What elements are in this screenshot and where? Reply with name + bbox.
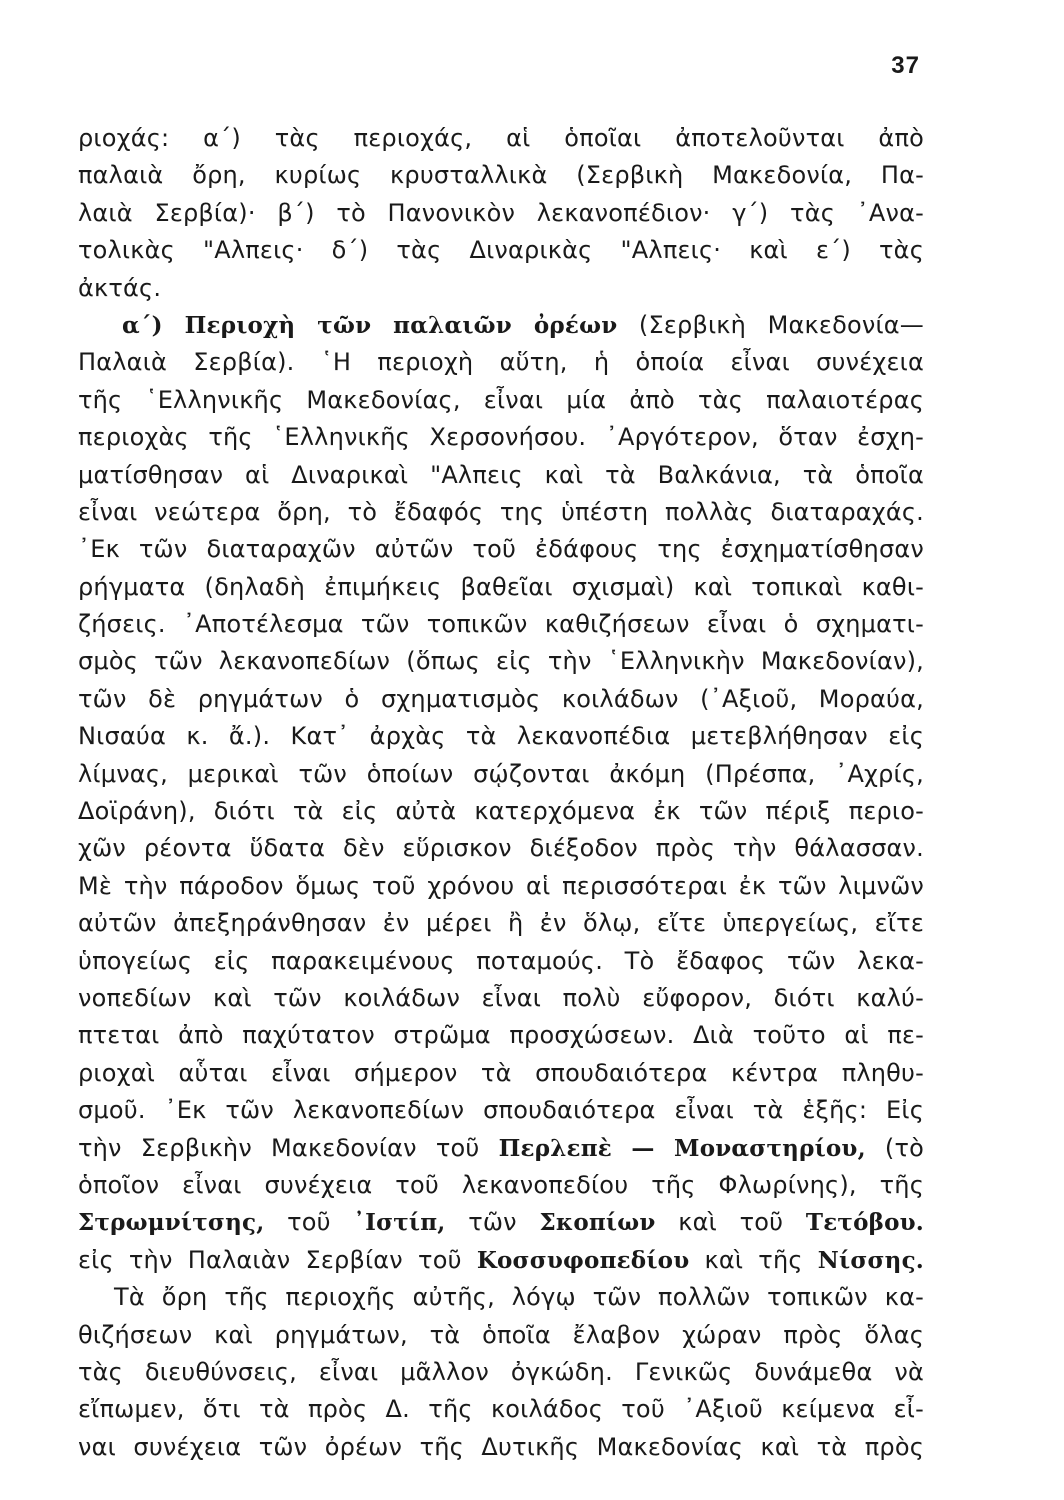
text-run: ριοχάς: α΄) τὰς περιοχάς, αἱ ὁποῖαι ἀποτελοῦνται ἀπὸ [78, 124, 924, 152]
text-line [78, 382, 924, 419]
text-run: τῶν [445, 1208, 540, 1237]
text-run: ζήσεις. ᾿Αποτέλεσμα τῶν τοπικῶν καθιζήσεων εἶναι ὁ σχηματι- [78, 610, 924, 639]
bold-term: Στρωμνίτσης, [78, 1209, 265, 1237]
text-run: ριοχαὶ αὗται εἶναι σήμερον τὰ σπουδαιότερα κέντρα πληθυ- [78, 1058, 924, 1087]
text-run: ἀκτάς. [78, 273, 162, 302]
text-line [78, 1391, 924, 1428]
text-line [78, 793, 924, 830]
text-run: τῶν δὲ ρηγμάτων ὁ σχηματισμὸς κοιλάδων (᾿Αξιοῦ, Μοραύα, [78, 684, 924, 713]
text-line [78, 1204, 924, 1241]
text-run: ὑπογείως εἰς παρακειμένους ποταμούς. Τὸ ἔδαφος τῶν λεκα- [78, 946, 924, 975]
text-line [78, 344, 924, 381]
text-line [78, 232, 924, 269]
text-line [78, 1167, 924, 1204]
page-number: 37 [891, 52, 920, 79]
text-run: Μὲ τὴν πάροδον ὅμως τοῦ χρόνου αἱ περισσότεραι ἐκ τῶν λιμνῶν [78, 871, 924, 900]
text-run: τὴν Σερβικὴν Μακεδονίαν τοῦ [78, 1133, 499, 1162]
text-run: Παλαιὰ Σερβία). ῾Η περιοχὴ αὕτη, ἡ ὁποία εἶναι συνέχεια [78, 348, 924, 377]
text-run: καὶ τοῦ [655, 1208, 806, 1237]
text-line [78, 643, 924, 680]
text-line [78, 1279, 924, 1316]
text-run: εἶναι νεώτερα ὄρη, τὸ ἔδαφός της ὑπέστη πολλὰς διαταραχάς. [78, 497, 924, 526]
text-line [78, 307, 924, 344]
text-line [78, 943, 924, 980]
text-run: τολικὰς "Αλπεις· δ΄) τὰς Διναρικὰς "Αλπεις· καὶ ε΄) τὰς [78, 236, 924, 265]
text-line [78, 756, 924, 793]
text-line [78, 531, 924, 568]
text-run: παλαιὰ ὄρη, κυρίως κρυσταλλικὰ (Σερβικὴ Μακεδονία, Πα- [78, 161, 924, 190]
text-line [78, 905, 924, 942]
text-line [78, 157, 924, 194]
text-run: Τὰ ὄρη τῆς περιοχῆς αὐτῆς, λόγῳ τῶν πολλῶν τοπικῶν κα- [114, 1283, 924, 1312]
text-line [78, 1354, 924, 1391]
text-run: ὁποῖον εἶναι συνέχεια τοῦ λεκανοπεδίου τῆς Φλωρίνης), τῆς [78, 1170, 924, 1199]
text-line [78, 569, 924, 606]
bold-term: α΄) Περιοχὴ τῶν παλαιῶν ὀρέων [122, 311, 618, 339]
text-line [78, 681, 924, 718]
text-run: ματίσθησαν αἱ Διναρικαὶ "Αλπεις καὶ τὰ Βαλκάνια, τὰ ὁποῖα [78, 460, 924, 489]
text-run: Δοϊράνη), διότι τὰ εἰς αὐτὰ κατερχόμενα ἐκ τῶν πέριξ περιο- [78, 797, 924, 826]
body-text [78, 120, 924, 1466]
text-run: λίμνας, μερικαὶ τῶν ὁποίων σῴζονται ἀκόμη (Πρέσπα, ᾿Αχρίς, [78, 759, 924, 788]
text-run: ᾿Εκ τῶν διαταραχῶν αὐτῶν τοῦ ἐδάφους της ἐσχηματίσθησαν [78, 535, 924, 564]
text-run: τῆς ῾Ελληνικῆς Μακεδονίας, εἶναι μία ἀπὸ τὰς παλαιοτέρας [78, 385, 924, 414]
text-run: (τὸ [865, 1133, 924, 1162]
text-line [78, 270, 924, 307]
text-run: ναι συνέχεια τῶν ὀρέων τῆς Δυτικῆς Μακεδονίας καὶ τὰ πρὸς [78, 1432, 924, 1461]
bold-term: Σκοπίων [539, 1209, 656, 1237]
text-run: λαιὰ Σερβία)· β΄) τὸ Πανονικὸν λεκανοπέδιον· γ΄) τὰς ᾿Ανα- [78, 198, 924, 227]
text-line [78, 1130, 924, 1167]
text-line [78, 1055, 924, 1092]
text-line [78, 1242, 924, 1279]
text-run: εἰς τὴν Παλαιὰν Σερβίαν τοῦ [78, 1245, 477, 1274]
text-run: τοῦ [264, 1208, 354, 1237]
text-line [78, 980, 924, 1017]
text-line [78, 1317, 924, 1354]
text-run: τὰς διευθύνσεις, εἶναι μᾶλλον ὀγκώδη. Γενικῶς δυνάμεθα νὰ [78, 1357, 924, 1386]
text-line [78, 120, 924, 157]
bold-term: Τετόβου. [805, 1209, 924, 1237]
text-run: καὶ τῆς [689, 1245, 818, 1274]
text-run: χῶν ρέοντα ὕδατα δὲν εὕρισκον διέξοδον πρὸς τὴν θάλασσαν. [78, 834, 924, 863]
text-run: νοπεδίων καὶ τῶν κοιλάδων εἶναι πολὺ εὔφορον, διότι καλύ- [78, 983, 924, 1012]
text-run: ρήγματα (δηλαδὴ ἐπιμήκεις βαθεῖαι σχισμαὶ) καὶ τοπικαὶ καθι- [78, 572, 924, 601]
text-line [78, 830, 924, 867]
text-line [78, 195, 924, 232]
text-run: αὐτῶν ἀπεξηράνθησαν ἐν μέρει ἢ ἐν ὅλῳ, εἴτε ὑπεργείως, εἴτε [78, 909, 924, 938]
text-run: Νισαύα κ. ἄ.). Κατ᾿ ἀρχὰς τὰ λεκανοπέδια μετεβλήθησαν εἰς [78, 722, 924, 751]
text-line [78, 1429, 924, 1466]
text-line [78, 868, 924, 905]
bold-term: Νίσσης. [817, 1246, 924, 1274]
text-line [78, 718, 924, 755]
text-line [78, 606, 924, 643]
text-run: σμὸς τῶν λεκανοπεδίων (ὅπως εἰς τὴν ῾Ελληνικὴν Μακεδονίαν), [78, 647, 924, 676]
text-line [78, 457, 924, 494]
text-line [78, 1017, 924, 1054]
bold-term: ᾿Ιστίπ, [353, 1209, 446, 1237]
text-line [78, 494, 924, 531]
text-run: εἴπωμεν, ὅτι τὰ πρὸς Δ. τῆς κοιλάδος τοῦ ᾿Αξιοῦ κείμενα εἶ- [78, 1395, 924, 1424]
text-run: θιζήσεων καὶ ρηγμάτων, τὰ ὁποῖα ἔλαβον χώραν πρὸς ὅλας [78, 1320, 924, 1349]
text-run: πτεται ἀπὸ παχύτατον στρῶμα προσχώσεων. Διὰ τοῦτο αἱ πε- [78, 1021, 924, 1050]
text-run: περιοχὰς τῆς ῾Ελληνικῆς Χερσονήσου. ᾿Αργότερον, ὅταν ἐσχη- [78, 423, 924, 452]
text-line [78, 419, 924, 456]
text-run: σμοῦ. ᾿Εκ τῶν λεκανοπεδίων σπουδαιότερα εἶναι τὰ ἑξῆς: Εἰς [78, 1096, 924, 1125]
text-line [78, 1092, 924, 1129]
text-run: (Σερβικὴ Μακεδονία— [617, 310, 924, 339]
bold-term: Περλεπὲ — Μοναστηρίου, [498, 1134, 866, 1162]
bold-term: Κοσσυφοπεδίου [476, 1246, 690, 1274]
